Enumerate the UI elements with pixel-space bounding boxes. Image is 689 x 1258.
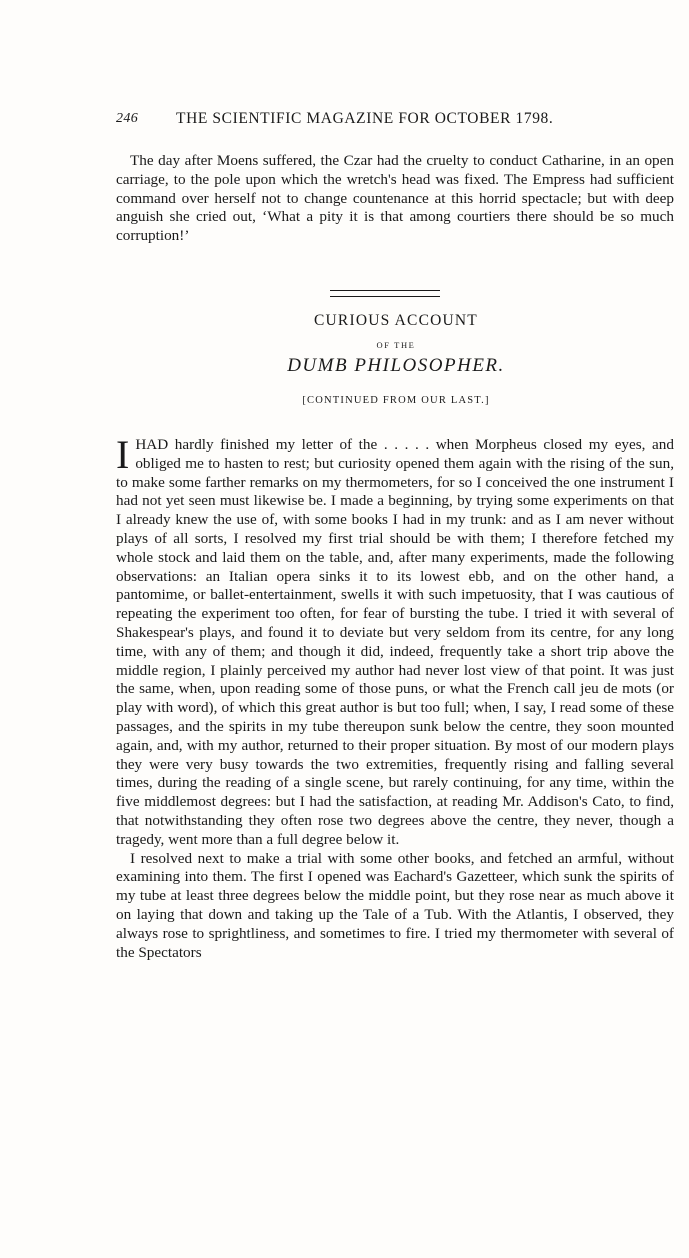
article-title: CURIOUS ACCOUNT [314, 312, 478, 329]
article-body [116, 432, 674, 962]
intro-paragraph: The day after Moens suffered, the Czar had the cruelty to conduct Catharine, in an open carriage, to the pole upon which the wretch's head was fixed. The Empress had sufficient command over herself not to change countenance at this horrid spectacle; but with deep anguish she cried out, ‘What a pity it is that among courtiers there should be so much corruption!’ [116, 152, 674, 245]
running-head [116, 108, 676, 132]
section-divider [330, 290, 440, 297]
continued-note: [CONTINUED FROM OUR LAST.] [302, 395, 490, 406]
page-number: 246 [116, 111, 139, 126]
running-head-title: THE SCIENTIFIC MAGAZINE FOR OCTOBER 1798. [176, 110, 554, 127]
article-subtitle: DUMB PHILOSOPHER. [287, 355, 505, 376]
article-paragraph-1: HAD hardly finished my letter of the . . . . . when Morpheus closed my eyes, and obliged me to hasten to rest; but curiosity opened them again with the rising of the sun, to make some farther remarks on my thermometers, for so I conceived the one instrument I had not yet seen must likewise be. I made a beginning, by trying some experiments on that I already knew the use of, with some books I had in my trunk: and as I am never without plays of all sorts, I resolved my first trial should be with them; I therefore fetched my whole stock and laid them on the table, and, after many experiments, made the following observations: an Italian opera sinks it to its lowest ebb, and on the other hand, a pantomime, or ballet-entertainment, swells it with such impetuosity, that I was cautious of repeating the experiment too often, for fear of bursting the tube. I tried it with several of Shakespear's plays, and found it to deviate but very seldom from its centre, for any long time, with any of them; and though it did, indeed, frequently take a short trip above the middle region, I plainly perceived my author had never lost view of that point. It was just the same, when, upon reading some of those puns, or what the French call jeu de mots (or play with word), of which this great author is but too full; when, I say, I read some of these passages, and the spirits in my tube thereupon sunk below the centre, they soon mounted again, and, with my author, returned to their proper situation. By most of our modern plays they were very busy towards the two extremities, frequently rising and falling several times, during the reading of a single scene, but rarely continuing, for any time, within the five middlemost degrees: but I had the satisfaction, at reading Mr. Addison's Cato, to find, that notwithstanding they often rose two degrees above the centre, they never, though a tragedy, went more than a full degree below it. [116, 436, 674, 848]
article-paragraph-2: I resolved next to make a trial with some other books, and fetched an armful, without examining into them. The first I opened was Eachard's Gazetteer, which sunk the spirits of my tube at least three degrees below the middle point, but they rose near as much above it on laying that down and taking up the Tale of a Tub. With the Atlantis, I observed, they always rose to sprightliness, and sometimes to fire. I tried my thermometer with several of the Spectators [116, 849, 674, 961]
drop-cap: I [116, 432, 130, 477]
article-title-connector: OF THE [376, 340, 416, 350]
